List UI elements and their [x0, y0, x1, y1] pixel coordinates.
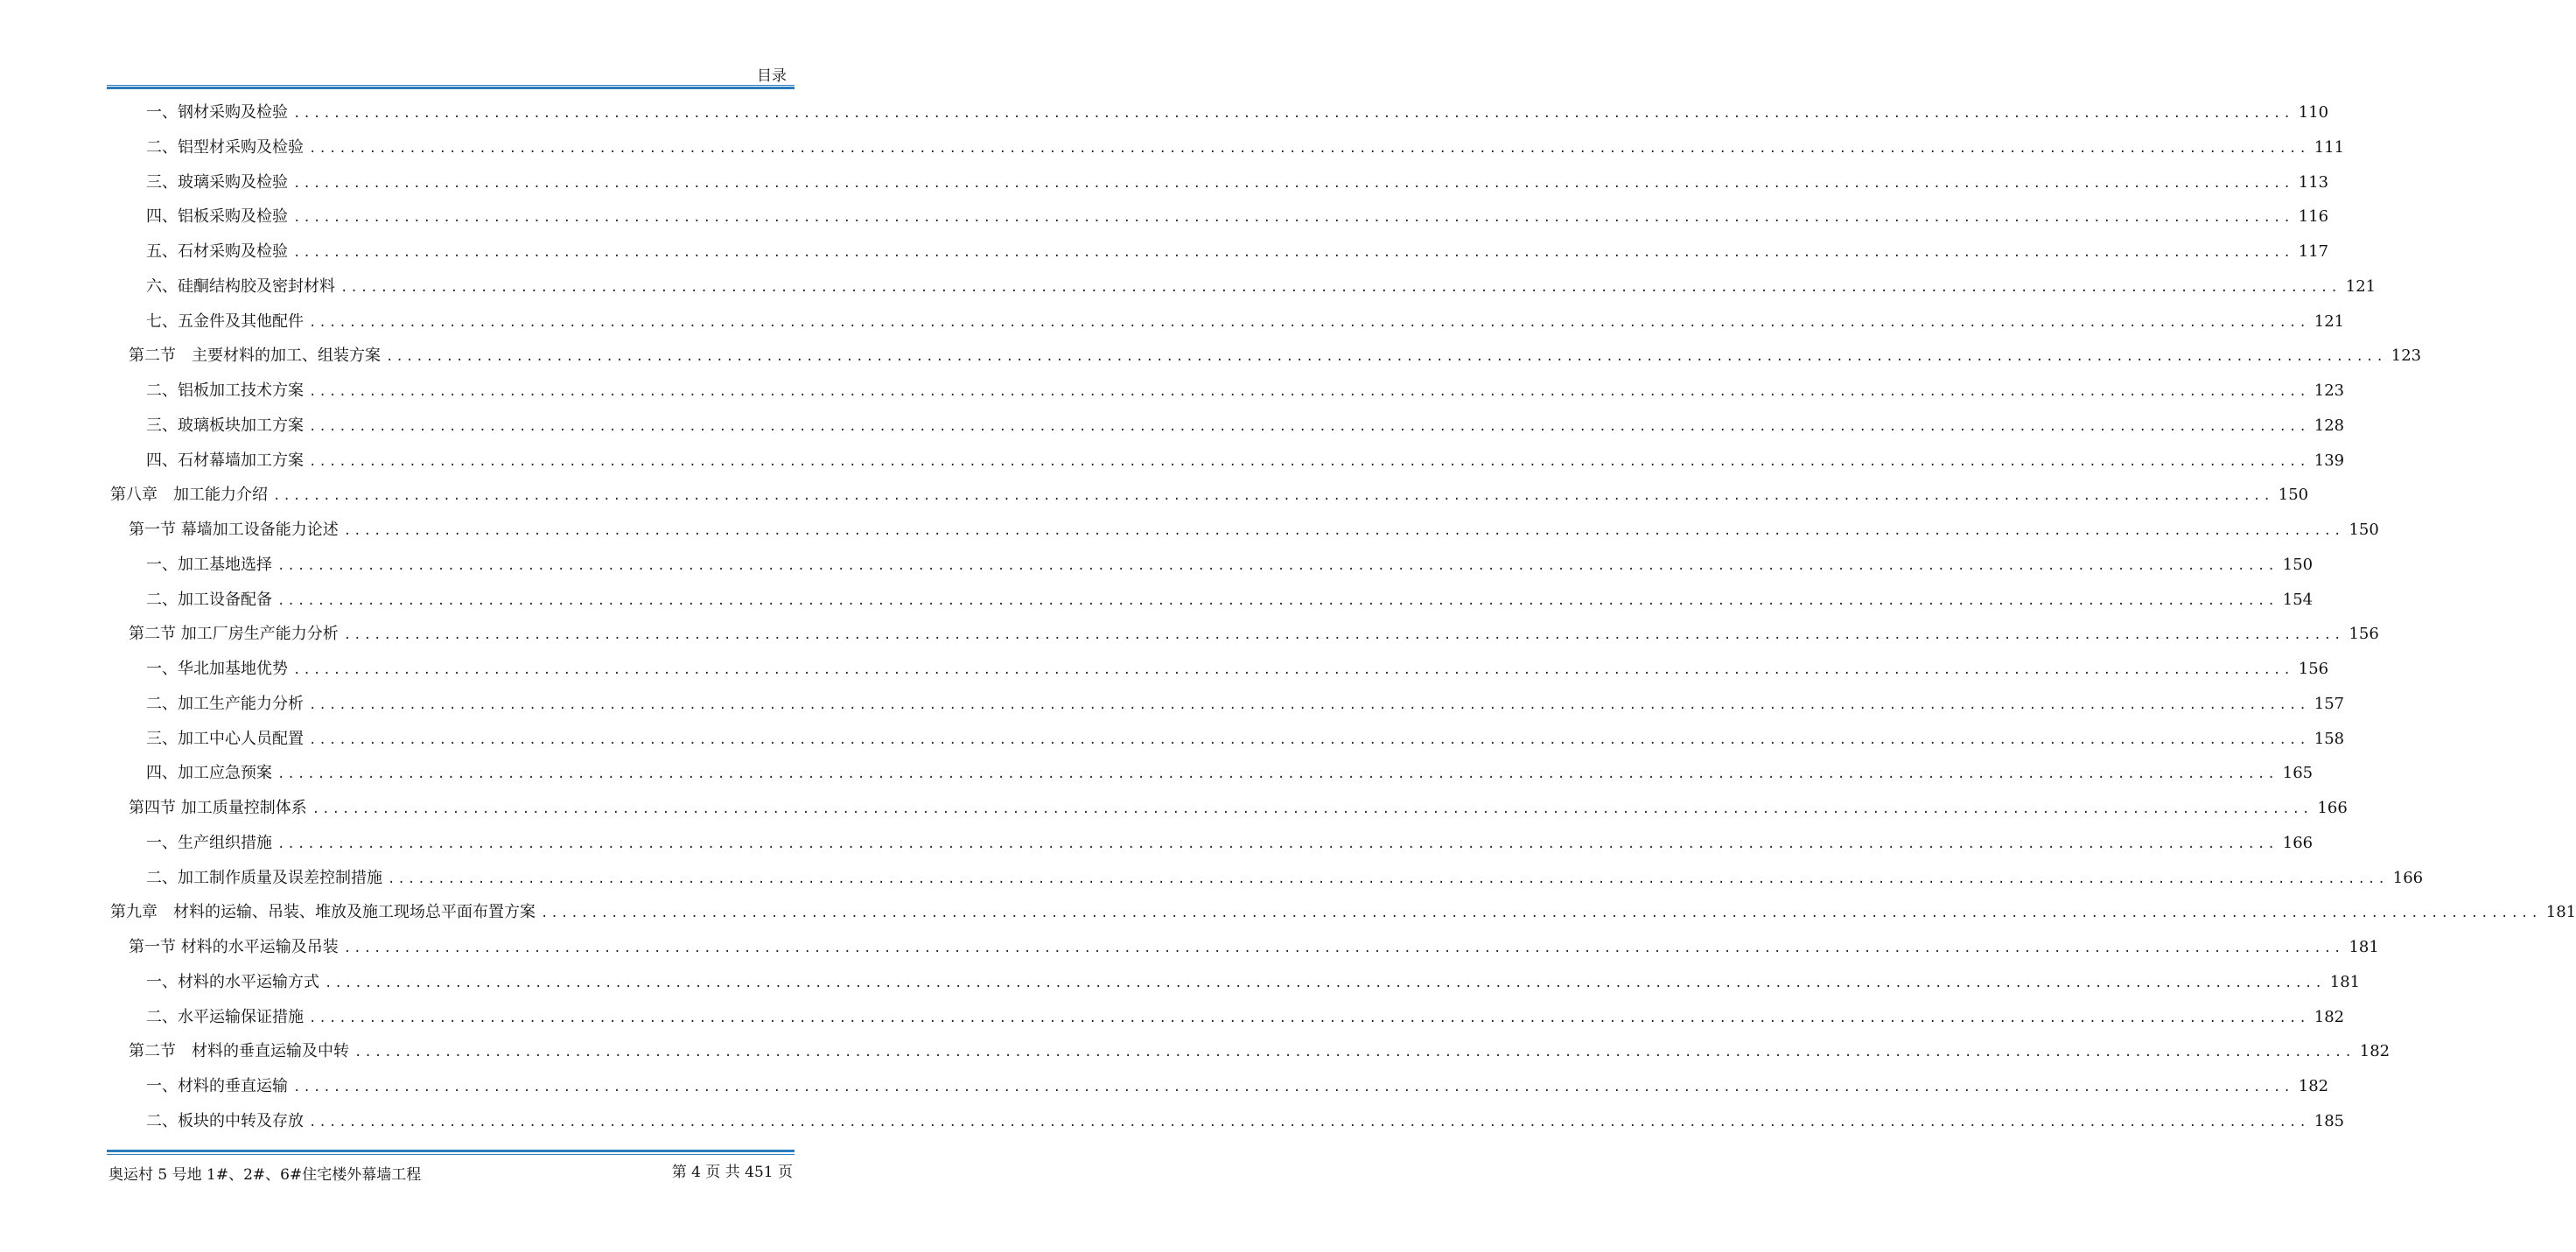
toc-entry-page: 181	[2329, 972, 2361, 991]
toc-entry-title: 四、石材幕墙加工方案	[146, 451, 304, 470]
toc-entry[interactable]	[146, 687, 2345, 722]
toc-entry[interactable]	[129, 339, 2422, 374]
toc-entry[interactable]	[146, 130, 2345, 165]
toc-entry[interactable]	[146, 95, 2329, 130]
toc-entry[interactable]	[110, 895, 2576, 930]
toc-entry-page: 158	[2314, 729, 2345, 748]
toc-entry-title: 二、铝板加工技术方案	[146, 381, 304, 400]
toc-entry-title: 二、板块的中转及存放	[146, 1111, 304, 1130]
toc-entry[interactable]	[146, 269, 2376, 304]
toc-entry-title: 第八章 加工能力介绍	[110, 486, 268, 505]
toc-dot-leader: ........................................................................................................................................................................................................	[277, 558, 2278, 573]
toc-entry-title: 一、生产组织措施	[146, 833, 272, 852]
toc-entry-title: 第二节 加工厂房生产能力分析	[129, 625, 339, 644]
header-rule-thin	[107, 85, 794, 86]
toc-dot-leader: ........................................................................................................................................................................................................	[277, 593, 2278, 608]
toc-entry[interactable]	[146, 965, 2361, 1000]
toc-dot-leader: ........................................................................................................................................................................................................	[388, 871, 2388, 886]
toc-entry-page: 182	[2298, 1077, 2329, 1095]
toc-entry-page: 150	[2282, 555, 2314, 574]
toc-entry-page: 116	[2298, 207, 2329, 227]
toc-entry-title: 二、铝型材采购及检验	[146, 137, 304, 157]
toc-entry-title: 第九章 材料的运输、吊装、堆放及施工现场总平面布置方案	[110, 903, 536, 922]
toc-dot-leader: ........................................................................................................................................................................................................	[293, 176, 2293, 191]
toc-entry-title: 五、石材采购及检验	[146, 242, 288, 261]
toc-dot-leader: ........................................................................................................................................................................................................	[309, 697, 2309, 712]
toc-entry[interactable]	[146, 1000, 2345, 1035]
toc-dot-leader: ........................................................................................................................................................................................................	[293, 663, 2293, 677]
toc-dot-leader: ........................................................................................................................................................................................................	[309, 1011, 2309, 1025]
toc-dot-leader: ........................................................................................................................................................................................................	[273, 489, 2273, 504]
toc-entry-title: 四、铝板采购及检验	[146, 207, 288, 227]
footer-rule-thick	[107, 1150, 794, 1152]
footer-project-name: 奥运村 5 号地 1#、2#、6#住宅楼外幕墙工程	[108, 1166, 422, 1184]
toc-entry-page: 150	[2278, 486, 2309, 505]
toc-dot-leader: ........................................................................................................................................................................................................	[293, 211, 2293, 226]
toc-entry-page: 156	[2298, 660, 2329, 678]
toc-entry[interactable]	[129, 930, 2379, 965]
toc-entry-title: 六、硅酮结构胶及密封材料	[146, 276, 335, 296]
toc-entry-title: 一、华北加基地优势	[146, 660, 288, 678]
toc-entry-page: 150	[2348, 521, 2379, 539]
toc-dot-leader: ........................................................................................................................................................................................................	[386, 350, 2386, 365]
toc-entry-page: 110	[2298, 103, 2329, 122]
toc-entry-page: 182	[2359, 1042, 2390, 1061]
toc-entry-page: 123	[2390, 346, 2422, 366]
toc-entry[interactable]	[146, 165, 2329, 200]
footer-rule-thin	[107, 1154, 794, 1155]
toc-entry-page: 121	[2345, 276, 2376, 296]
toc-dot-leader: ........................................................................................................................................................................................................	[277, 767, 2278, 782]
toc-entry-title: 第四节 加工质量控制体系	[129, 799, 307, 817]
toc-entry-title: 第一节 材料的水平运输及吊装	[129, 938, 339, 956]
toc-dot-leader: ........................................................................................................................................................................................................	[343, 941, 2344, 955]
toc-entry-page: 121	[2314, 311, 2345, 331]
toc-entry-page: 113	[2298, 172, 2329, 192]
toc-entry-page: 166	[2282, 833, 2314, 852]
toc-entry[interactable]	[146, 583, 2314, 618]
toc-entry-page: 117	[2298, 242, 2329, 261]
toc-dot-leader: ........................................................................................................................................................................................................	[309, 1115, 2309, 1130]
toc-entry[interactable]	[146, 199, 2329, 234]
toc-entry-page: 185	[2314, 1111, 2345, 1130]
toc-dot-leader: ........................................................................................................................................................................................................	[309, 419, 2309, 434]
toc-entry-page: 182	[2314, 1007, 2345, 1026]
toc-entry-title: 一、加工基地选择	[146, 555, 272, 574]
toc-dot-leader: ........................................................................................................................................................................................................	[312, 802, 2313, 816]
toc-entry[interactable]	[129, 617, 2379, 652]
toc-entry-title: 七、五金件及其他配件	[146, 311, 304, 331]
toc-dot-leader: ........................................................................................................................................................................................................	[309, 732, 2309, 747]
toc-entry[interactable]	[146, 234, 2329, 269]
toc-entry[interactable]	[146, 861, 2424, 896]
toc-entry-title: 一、材料的垂直运输	[146, 1077, 288, 1095]
toc-entry-page: 139	[2314, 451, 2345, 470]
toc-entry-page: 157	[2314, 694, 2345, 713]
toc-entry-title: 一、钢材采购及检验	[146, 103, 288, 122]
toc-entry-title: 一、材料的水平运输方式	[146, 972, 319, 991]
toc-dot-leader: ........................................................................................................................................................................................................	[309, 454, 2309, 469]
toc-dot-leader: ........................................................................................................................................................................................................	[340, 280, 2341, 295]
toc-entry[interactable]	[146, 756, 2314, 791]
toc-dot-leader: ........................................................................................................................................................................................................	[293, 107, 2293, 121]
toc-entry-page: 123	[2314, 381, 2345, 400]
footer-page-info: 第 4 页 共 451 页	[671, 1164, 793, 1181]
toc-entry-title: 第二节 材料的垂直运输及中转	[129, 1042, 349, 1061]
toc-entry[interactable]	[110, 478, 2309, 513]
toc-entry-page: 166	[2392, 868, 2424, 887]
toc-entry[interactable]	[146, 374, 2345, 409]
toc-entry-title: 二、水平运输保证措施	[146, 1007, 304, 1026]
toc-entry-title: 二、加工设备配备	[146, 590, 272, 609]
toc-entry-title: 第一节 幕墙加工设备能力论述	[129, 521, 339, 539]
toc-dot-leader: ........................................................................................................................................................................................................	[293, 246, 2293, 260]
toc-dot-leader: ........................................................................................................................................................................................................	[354, 1046, 2355, 1060]
toc-entry[interactable]	[146, 722, 2345, 757]
toc-entry[interactable]	[129, 513, 2379, 548]
toc-dot-leader: ........................................................................................................................................................................................................	[343, 628, 2344, 643]
toc-entry[interactable]	[146, 1069, 2329, 1104]
toc-entry-page: 156	[2348, 625, 2379, 644]
toc-entry-page: 128	[2314, 416, 2345, 435]
toc-entry-title: 四、加工应急预案	[146, 764, 272, 783]
toc-entry-title: 二、加工制作质量及误差控制措施	[146, 868, 382, 887]
toc-entry[interactable]	[146, 652, 2329, 687]
toc-entry-title: 第二节 主要材料的加工、组装方案	[129, 346, 381, 366]
toc-dot-leader: ........................................................................................................................................................................................................	[541, 906, 2541, 921]
toc-entry[interactable]	[146, 826, 2314, 861]
toc-entry[interactable]	[146, 409, 2345, 444]
toc-entry-page: 165	[2282, 764, 2314, 783]
toc-entry[interactable]	[129, 1034, 2390, 1069]
header-rule-thick	[107, 87, 794, 89]
toc-entry-page: 166	[2317, 799, 2348, 817]
header-title: 目录	[757, 67, 787, 85]
toc-entry-title: 二、加工生产能力分析	[146, 694, 304, 713]
toc-entry[interactable]	[146, 444, 2345, 479]
toc-entry-title: 三、玻璃板块加工方案	[146, 416, 304, 435]
toc-dot-leader: ........................................................................................................................................................................................................	[309, 141, 2309, 156]
toc-dot-leader: ........................................................................................................................................................................................................	[343, 524, 2344, 538]
toc-entry[interactable]	[146, 304, 2345, 339]
toc-entry[interactable]	[146, 1104, 2345, 1139]
toc-dot-leader: ........................................................................................................................................................................................................	[325, 976, 2325, 990]
toc-entry-title: 三、玻璃采购及检验	[146, 172, 288, 192]
toc-entry[interactable]	[146, 548, 2314, 583]
toc-entry-page: 154	[2282, 590, 2314, 609]
toc-dot-leader: ........................................................................................................................................................................................................	[309, 385, 2309, 399]
toc-dot-leader: ........................................................................................................................................................................................................	[277, 836, 2278, 851]
toc-entry-page: 181	[2348, 938, 2379, 956]
toc-entry-title: 三、加工中心人员配置	[146, 729, 304, 748]
toc-entry[interactable]	[129, 791, 2348, 826]
toc-entry-page: 181	[2545, 903, 2576, 922]
toc-dot-leader: ........................................................................................................................................................................................................	[309, 315, 2309, 330]
toc-dot-leader: ........................................................................................................................................................................................................	[293, 1081, 2293, 1095]
toc-entry-page: 111	[2314, 137, 2345, 157]
